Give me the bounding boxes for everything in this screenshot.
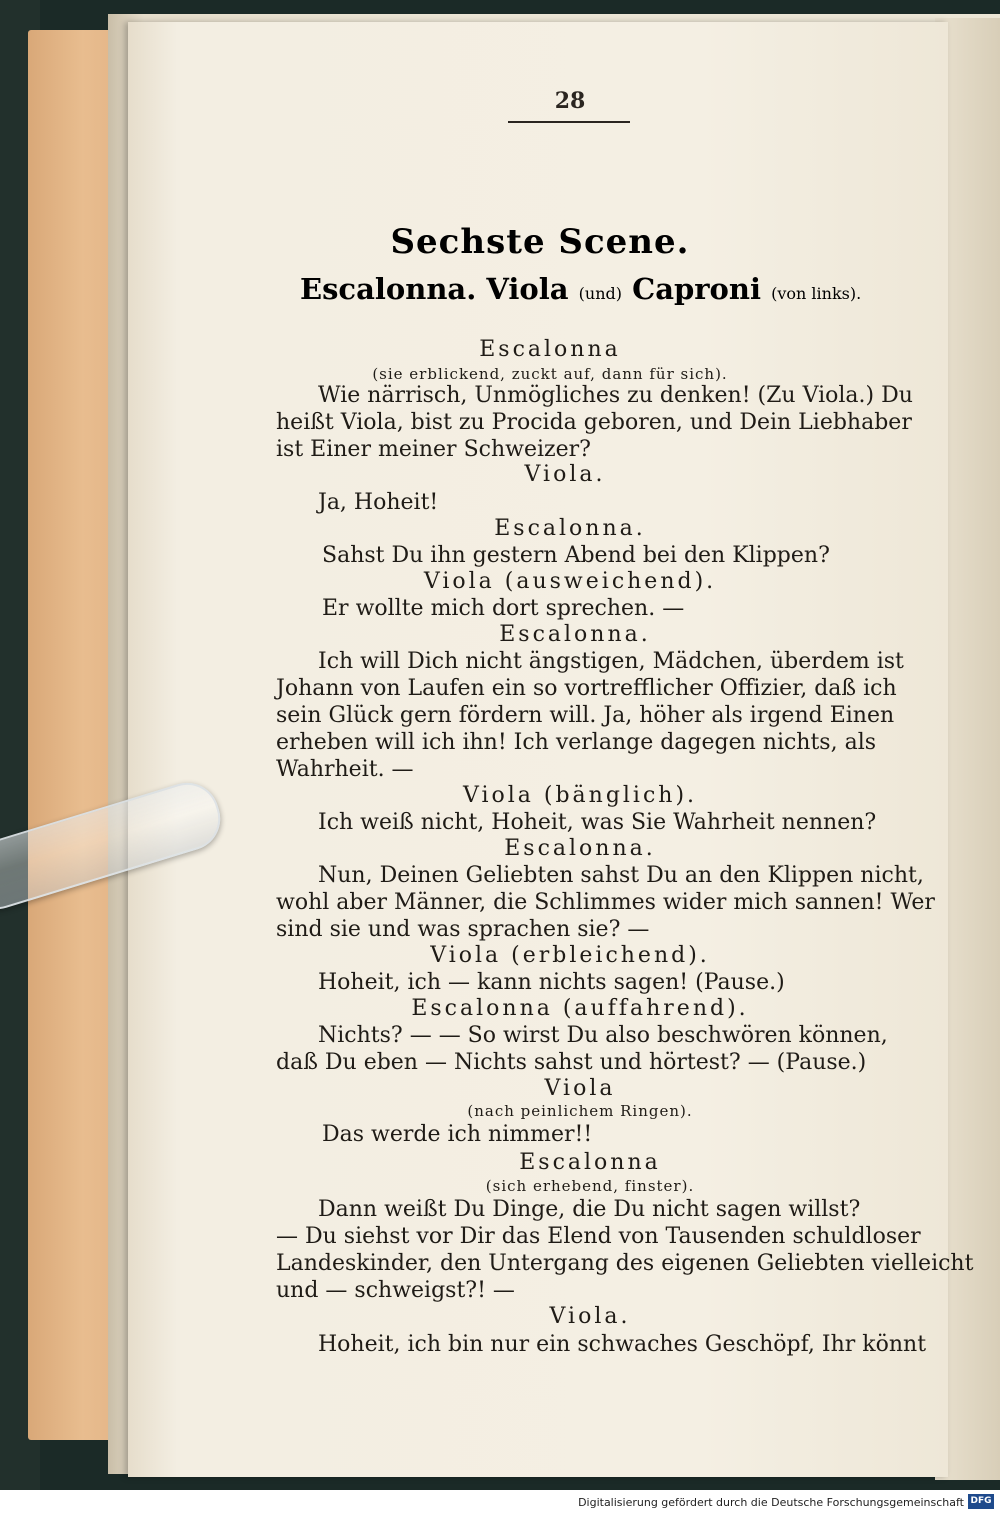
- dialogue-line: wohl aber Männer, die Schlimmes wider mich sannen! Wer: [276, 890, 935, 915]
- dialogue-line: Dann weißt Du Dinge, die Du nicht sagen willst?: [318, 1197, 861, 1222]
- scene-title: Sechste Scene.: [390, 222, 690, 262]
- speaker-label: Viola.: [549, 1304, 631, 1329]
- stage-direction: (nach peinlichem Ringen).: [467, 1102, 693, 1120]
- dialogue-line: daß Du eben — Nichts sahst und hörtest? — (Pause.): [276, 1050, 867, 1075]
- footer-credit: Digitalisierung gefördert durch die Deutsche Forschungsgemeinschaft: [578, 1496, 964, 1509]
- dialogue-line: Nun, Deinen Geliebten sahst Du an den Klippen nicht,: [318, 863, 924, 888]
- speaker-label: Escalonna: [519, 1150, 661, 1175]
- dialogue-line: Ich will Dich nicht ängstigen, Mädchen, überdem ist: [318, 649, 904, 674]
- dialogue-line: heißt Viola, bist zu Procida geboren, und Dein Liebhaber: [276, 410, 912, 435]
- dialogue-line: Das werde ich nimmer!!: [322, 1122, 593, 1147]
- dfg-logo: DFG: [968, 1494, 994, 1509]
- speaker-label: Viola (erbleichend).: [430, 943, 710, 968]
- speaker-label: Escalonna (auffahrend).: [411, 996, 749, 1021]
- stage-direction: (sie erblickend, zuckt auf, dann für sich).: [372, 365, 728, 383]
- cast-list: [300, 272, 860, 306]
- dialogue-line: Ja, Hoheit!: [318, 490, 439, 515]
- dialogue-line: Er wollte mich dort sprechen. —: [322, 596, 685, 621]
- dialogue-line: und — schweigst?! —: [276, 1278, 515, 1303]
- page-number-rule: [508, 121, 630, 123]
- cast-names: Escalonna. Viola: [300, 272, 569, 306]
- cast-und: (und): [578, 284, 623, 303]
- dialogue-line: Wie närrisch, Unmögliches zu denken! (Zu Viola.) Du: [318, 383, 913, 408]
- dialogue-line: Sahst Du ihn gestern Abend bei den Klippen?: [322, 543, 830, 568]
- cast-direction: (von links).: [771, 284, 862, 303]
- dialogue-line: Landeskinder, den Untergang des eigenen Geliebten vielleicht: [276, 1251, 974, 1276]
- dialogue-line: ist Einer meiner Schweizer?: [276, 437, 591, 462]
- speaker-label: Viola (ausweichend).: [423, 569, 717, 594]
- speaker-label: Viola (bänglich).: [462, 783, 698, 808]
- dialogue-line: sein Glück gern fördern will. Ja, höher als irgend Einen: [276, 703, 895, 728]
- speaker-label: Escalonna.: [494, 516, 646, 541]
- speaker-label: Viola: [544, 1076, 616, 1101]
- speaker-label: Escalonna: [479, 337, 621, 362]
- cast-caproni: Caproni: [632, 272, 761, 306]
- page-number: 28: [554, 88, 586, 114]
- speaker-label: Escalonna.: [504, 836, 656, 861]
- dialogue-line: — Du siehst vor Dir das Elend von Tausenden schuldloser: [276, 1224, 921, 1249]
- stage-direction: (sich erhebend, finster).: [485, 1177, 695, 1195]
- dialogue-line: Ich weiß nicht, Hoheit, was Sie Wahrheit nennen?: [318, 810, 877, 835]
- speaker-label: Viola.: [524, 462, 606, 487]
- dialogue-line: Hoheit, ich bin nur ein schwaches Geschöpf, Ihr könnt: [318, 1332, 927, 1357]
- dialogue-line: Wahrheit. —: [276, 757, 414, 782]
- speaker-label: Escalonna.: [499, 622, 651, 647]
- dialogue-line: Hoheit, ich — kann nichts sagen! (Pause.): [318, 970, 785, 995]
- dialogue-line: Nichts? — — So wirst Du also beschwören können,: [318, 1023, 888, 1048]
- dialogue-line: sind sie und was sprachen sie? —: [276, 917, 650, 942]
- dialogue-line: Johann von Laufen ein so vortrefflicher Offizier, daß ich: [276, 676, 897, 701]
- dialogue-line: erheben will ich ihn! Ich verlange dagegen nichts, als: [276, 730, 877, 755]
